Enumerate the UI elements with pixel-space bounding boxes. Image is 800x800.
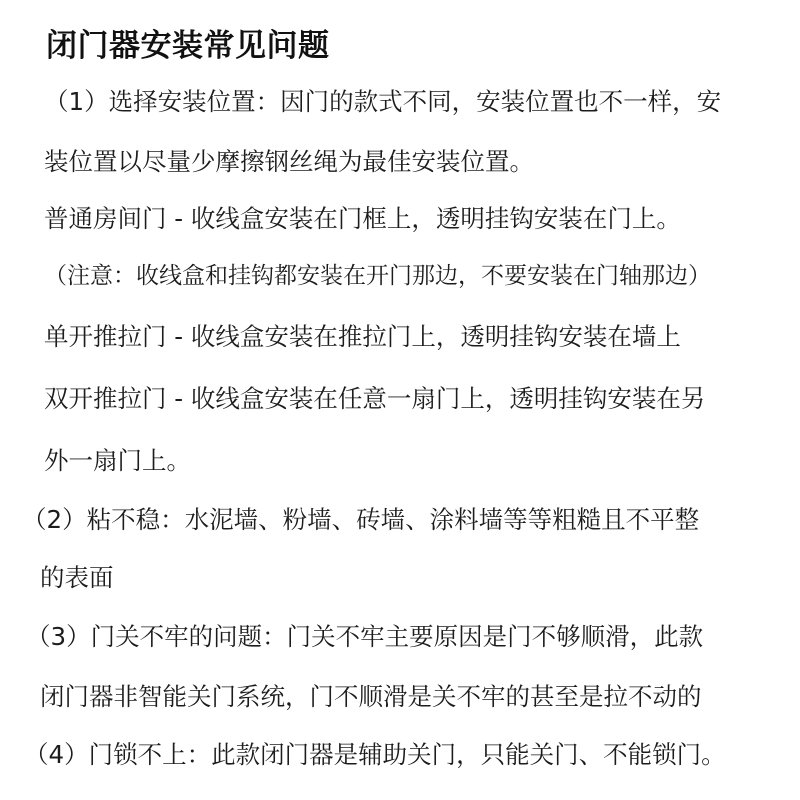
text-line-6: 双开推拉门 - 收线盒安装在任意一扇门上，透明挂钩安装在另 <box>44 384 706 413</box>
text-line-3: 普通房间门 - 收线盒安装在门框上，透明挂钩安装在门上。 <box>44 204 681 233</box>
text-line-2: 装位置以尽量少摩擦钢丝绳为最佳安装位置。 <box>44 147 534 176</box>
text-line-1: （1）选择安装位置：因门的款式不同，安装位置也不一样，安 <box>44 87 722 116</box>
text-line-5: 单开推拉门 - 收线盒安装在推拉门上，透明挂钩安装在墙上 <box>44 322 681 351</box>
text-line-10: （3）门关不牢的问题：门关不牢主要原因是门不够顺滑，此款 <box>26 622 704 651</box>
text-line-12: （4）门锁不上：此款闭门器是辅助关门，只能关门、不能锁门。 <box>24 740 726 769</box>
text-line-11: 闭门器非智能关门系统，门不顺滑是关不牢的甚至是拉不动的 <box>40 682 702 711</box>
text-line-4: （注意：收线盒和挂钩都安装在开门那边，不要安装在门轴那边） <box>44 263 711 289</box>
text-line-8: （2）粘不稳：水泥墙、粉墙、砖墙、涂料墙等等粗糙且不平整 <box>22 505 700 534</box>
text-line-7: 外一扇门上。 <box>44 446 191 475</box>
text-line-9: 的表面 <box>40 563 114 592</box>
page-title: 闭门器安装常见问题 <box>46 28 330 64</box>
